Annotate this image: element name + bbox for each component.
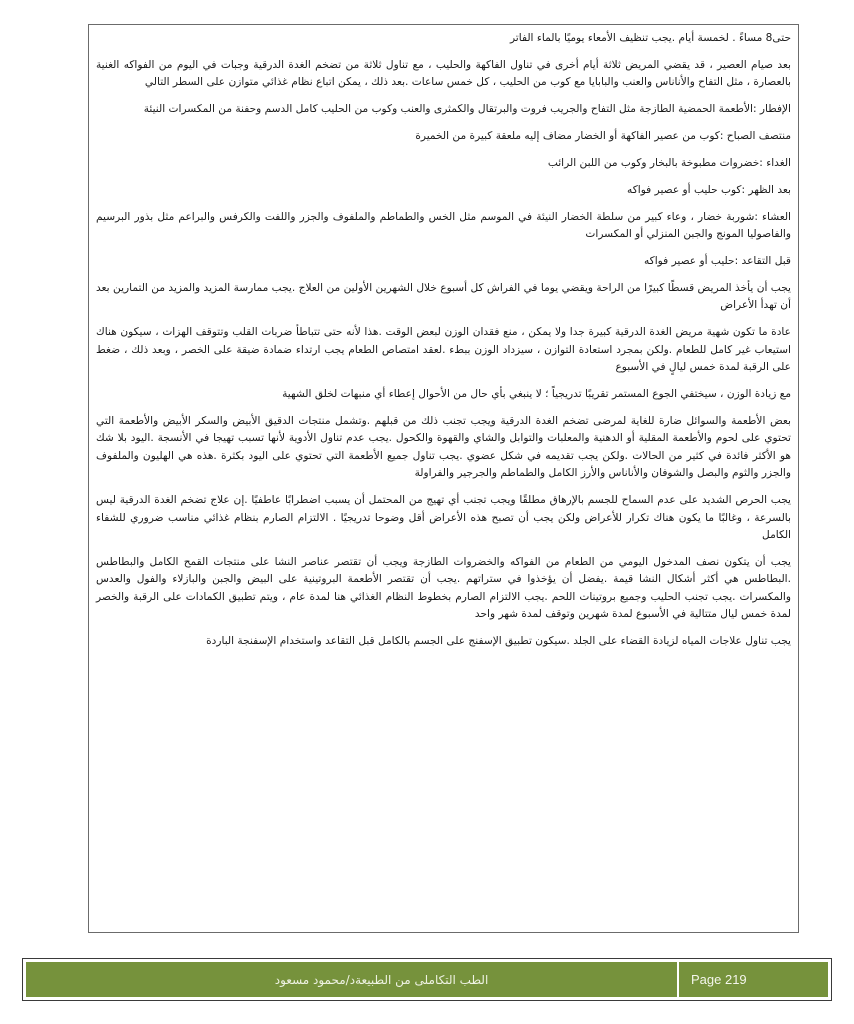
paragraph: قبل التقاعد :حليب أو عصير فواكه [644,255,791,268]
author-name: د/محمود مسعود [274,972,356,987]
paragraph: بعد الظهر :كوب حليب أو عصير فواكه [627,183,791,196]
document-body [88,24,799,933]
paragraph: يجب الحرص الشديد على عدم السماح للجسم بالإرهاق مطلقًا ويجب تجنب أي تهيج من المحتمل أن يسبب اضطرابًا عاطفيًا .إن علاج تضخم الغدة الدرقية ليس بالسرعة ، وغالبًا ما يكون هناك تكرار للأعراض ولكن يجب أن تصبح هذه الأعراض أقل وضوحا تدريجيًا . الالتزام الصارم بنظام غذائي مناسب ضروري للشفاء الكامل [96,494,791,541]
paragraph: بعض الأطعمة والسوائل ضارة للغاية لمرضى تضخم الغدة الدرقية ويجب تجنب ذلك من قبلهم .وتشمل منتجات الدقيق الأبيض والسكر الأبيض والأطعمة التي تحتوي على لحوم والأطعمة المقلية أو الدهنية والمعلبات والتوابل والشاي والقهوة والكحول .يجب عدم تناول الأدوية لأنها تسبب تهيجا في الأنسجة .اليود بلا شك هو الأكثر فائدة في كثير من الحالات .ولكن يجب تقديمه في شكل عضوي .يجب تناول جميع الأطعمة التي تحتوي على اليود بكثرة .هذه هي الهليون والملفوف والجزر والثوم والبصل والشوفان والأناناس والأرز الكامل والطماطم والجرجير والفراولة [96,415,791,480]
page-footer [22,958,832,1001]
paragraph: يجب أن يتكون نصف المدخول اليومي من الطعام من الفواكه والخضروات الطازجة ويجب أن تقتصر عناصر النشا على منتجات القمح الكامل والبطاطس .البطاطس هي أكثر أشكال النشا قيمة .يفضل أن يؤخذوا في ستراتهم .يجب أن تقتصر الأطعمة البروتينية على البيض والجبن والبازلاء والفول والعدس والمكسرات .يجب تجنب الحليب وجميع بروتينات اللحم .يجب الالتزام الصارم بخطوط النظام الغذائي هنا لمدة عام ، ويتم تطبيق الكمادات على الرقبة والخصر لمدة خمس ليال متتالية في الأسبوع لمدة شهرين وتوقف لمدة شهر واحد [96,555,791,621]
paragraph: منتصف الصباح :كوب من عصير الفاكهة أو الخضار مضاف إليه ملعقة كبيرة من الخميرة [415,130,791,143]
book-title: الطب التكاملى من الطبيعة [355,972,489,987]
paragraph: الغداء :خضروات مطبوخة بالبخار وكوب من اللبن الرائب [547,157,791,170]
paragraph: يجب أن يأخذ المريض قسطًا كبيرًا من الراحة ويقضي يوما في الفراش كل أسبوع خلال الشهرين الأولين من العلاج .يجب ممارسة المزيد والمزيد من التمارين بعد أن تهدأ الأعراض [96,282,791,312]
paragraph: عادة ما تكون شهية مريض الغدة الدرقية كبيرة جدا ولا يمكن ، منع فقدان الوزن لبعض الوقت .هذا لأنه حتى تتباطأ ضربات القلب وتتوقف الهزات ، سيكون هناك استيعاب غير كامل للطعام .ولكن بمجرد استعادة التوازن ، سيزداد الوزن ببطء .لعقد امتصاص الطعام يجب ارتداء ضمادة ضيقة على الخصر ، وبعد ذلك ، ضغط على الرقبة لمدة خمس ليالٍ في الأسبوع [96,326,791,374]
paragraph: العشاء :شوربة خضار ، وعاء كبير من سلطة الخضار النيئة في الموسم مثل الخس والطماطم والملفوف والجزر واللفت والكرفس والبراعم مثل بذور البرسيم والفاصوليا المونج والجبن المنزلي أو المكسرات [96,210,791,241]
paragraph: الإفطار :الأطعمة الحمضية الطازجة مثل التفاح والجريب فروت والبرتقال والكمثرى والعنب وكوب من الحليب كامل الدسم وحفنة من المكسرات النيئة [143,103,791,116]
paragraph: مع زيادة الوزن ، سيختفي الجوع المستمر تقريبًا تدريجياً ؛ لا ينبغي بأي حال من الأحوال إعطاء أي منبهات لخلق الشهية [282,388,791,401]
paragraph: حتى8 مساءً . لخمسة أيام .يجب تنظيف الأمعاء يوميًا بالماء الفاتر [509,32,791,44]
paragraph: يجب تناول علاجات المياه لزيادة القضاء على الجلد .سيكون تطبيق الإسفنج على الجسم بالكامل قبل التقاعد واستخدام الإسفنجة الباردة [206,634,791,647]
paragraph: بعد صيام العصير ، قد يقضي المريض ثلاثة أيام أخرى في تناول الفاكهة والحليب ، مع تناول ثلاثة من تضخم الغدة الدرقية وجبات في اليوم من الفواكه الغنية بالعصارة ، مثل التفاح والأناناس والعنب والبابايا مع كوب من الحليب ، كل خمس ساعات .بعد ذلك ، يمكن اتباع نظام غذائي متوازن على السطر التالي [96,58,791,89]
footer-title-band [26,962,677,997]
page-number: Page 219 [679,962,828,997]
